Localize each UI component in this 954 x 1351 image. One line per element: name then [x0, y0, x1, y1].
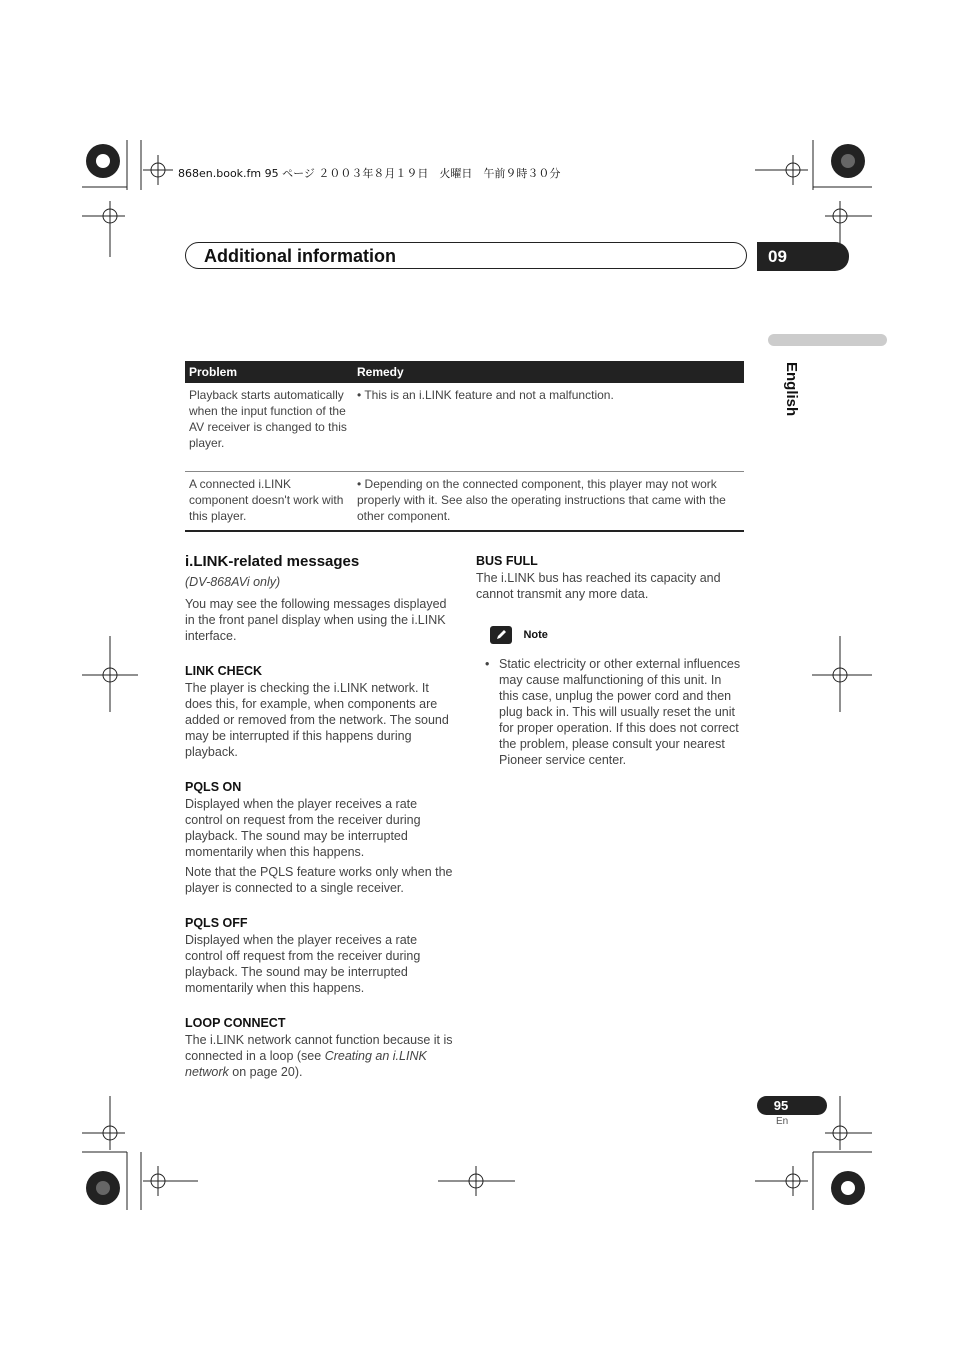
chapter-number: 09: [768, 247, 787, 266]
message-text-pqls-on-note: Note that the PQLS feature works only when the player is connected to a single receiver.: [185, 865, 453, 895]
note-header: [490, 626, 744, 644]
message-heading-pqls-off: PQLS OFF: [185, 916, 248, 930]
remedy-cell: • Depending on the connected component, this player may not work properly with it. See also the operating instructions that came with the other component.: [353, 472, 744, 532]
problem-cell: Playback starts automatically when the input function of the AV receiver is changed to this player.: [185, 383, 353, 472]
message-heading-loop-connect: LOOP CONNECT: [185, 1016, 286, 1030]
page-title: Additional information: [204, 246, 396, 266]
model-note: (DV-868AVi only): [185, 575, 281, 589]
message-text-bus-full: The i.LINK bus has reached its capacity and cannot transmit any more data.: [476, 571, 721, 601]
left-column: [185, 552, 453, 1080]
message-heading-pqls-on: PQLS ON: [185, 780, 242, 794]
message-text-link-check: The player is checking the i.LINK network. It does this, for example, when components are added or removed from the network. The sound may be interrupted if this happens during playback.: [185, 681, 449, 759]
table-header-remedy: Remedy: [353, 361, 744, 383]
note-bullet: [485, 656, 744, 768]
troubleshooting-table: [185, 361, 744, 532]
message-text-pqls-off: Displayed when the player receives a rate control off request from the receiver during playback. The sound may be interrupted momentarily when this happens.: [185, 933, 421, 995]
file-header: 868en.book.fm 95 ページ ２００３年８月１９日 火曜日 午前９時３０分: [178, 167, 561, 180]
language-tab-label: English: [783, 362, 800, 417]
section-title: i.LINK-related messages: [185, 553, 360, 570]
message-text-pqls-on: Displayed when the player receives a rate control on request from the receiver during playback. The sound may be interrupted momentarily when this happens.: [185, 797, 421, 859]
message-heading-link-check: LINK CHECK: [185, 664, 263, 678]
table-row: [185, 472, 744, 532]
cross-reference-link: Creating an i.LINK network: [185, 1049, 427, 1079]
pencil-note-icon: [490, 626, 512, 644]
note-label: Note: [523, 629, 548, 641]
loop-text-before: The i.LINK network cannot function because it is connected in a loop (see: [185, 1033, 453, 1063]
bullet-dot: •: [485, 657, 490, 671]
table-header-problem: Problem: [185, 361, 353, 383]
problem-cell: A connected i.LINK component doesn't work with this player.: [185, 472, 353, 532]
loop-text-after: on page 20).: [228, 1065, 303, 1079]
message-text-loop-connect: [185, 1032, 453, 1080]
message-heading-bus-full: BUS FULL: [476, 554, 538, 568]
table-row: [185, 383, 744, 472]
page-number: 95: [773, 1098, 789, 1113]
right-column: [476, 553, 744, 768]
remedy-cell: • This is an i.LINK feature and not a malfunction.: [353, 383, 744, 472]
language-tab-bar: [768, 334, 887, 346]
note-bullet-text: Static electricity or other external influences may cause malfunctioning of this unit. In this case, unplug the power cord and then plug back in. This will usually reset the unit for proper operation. If this does not correct the problem, please consult your nearest Pioneer service center.: [499, 657, 741, 767]
page-language: En: [776, 1116, 789, 1127]
section-intro: You may see the following messages displayed in the front panel display when using the i.LINK interface.: [185, 597, 447, 643]
